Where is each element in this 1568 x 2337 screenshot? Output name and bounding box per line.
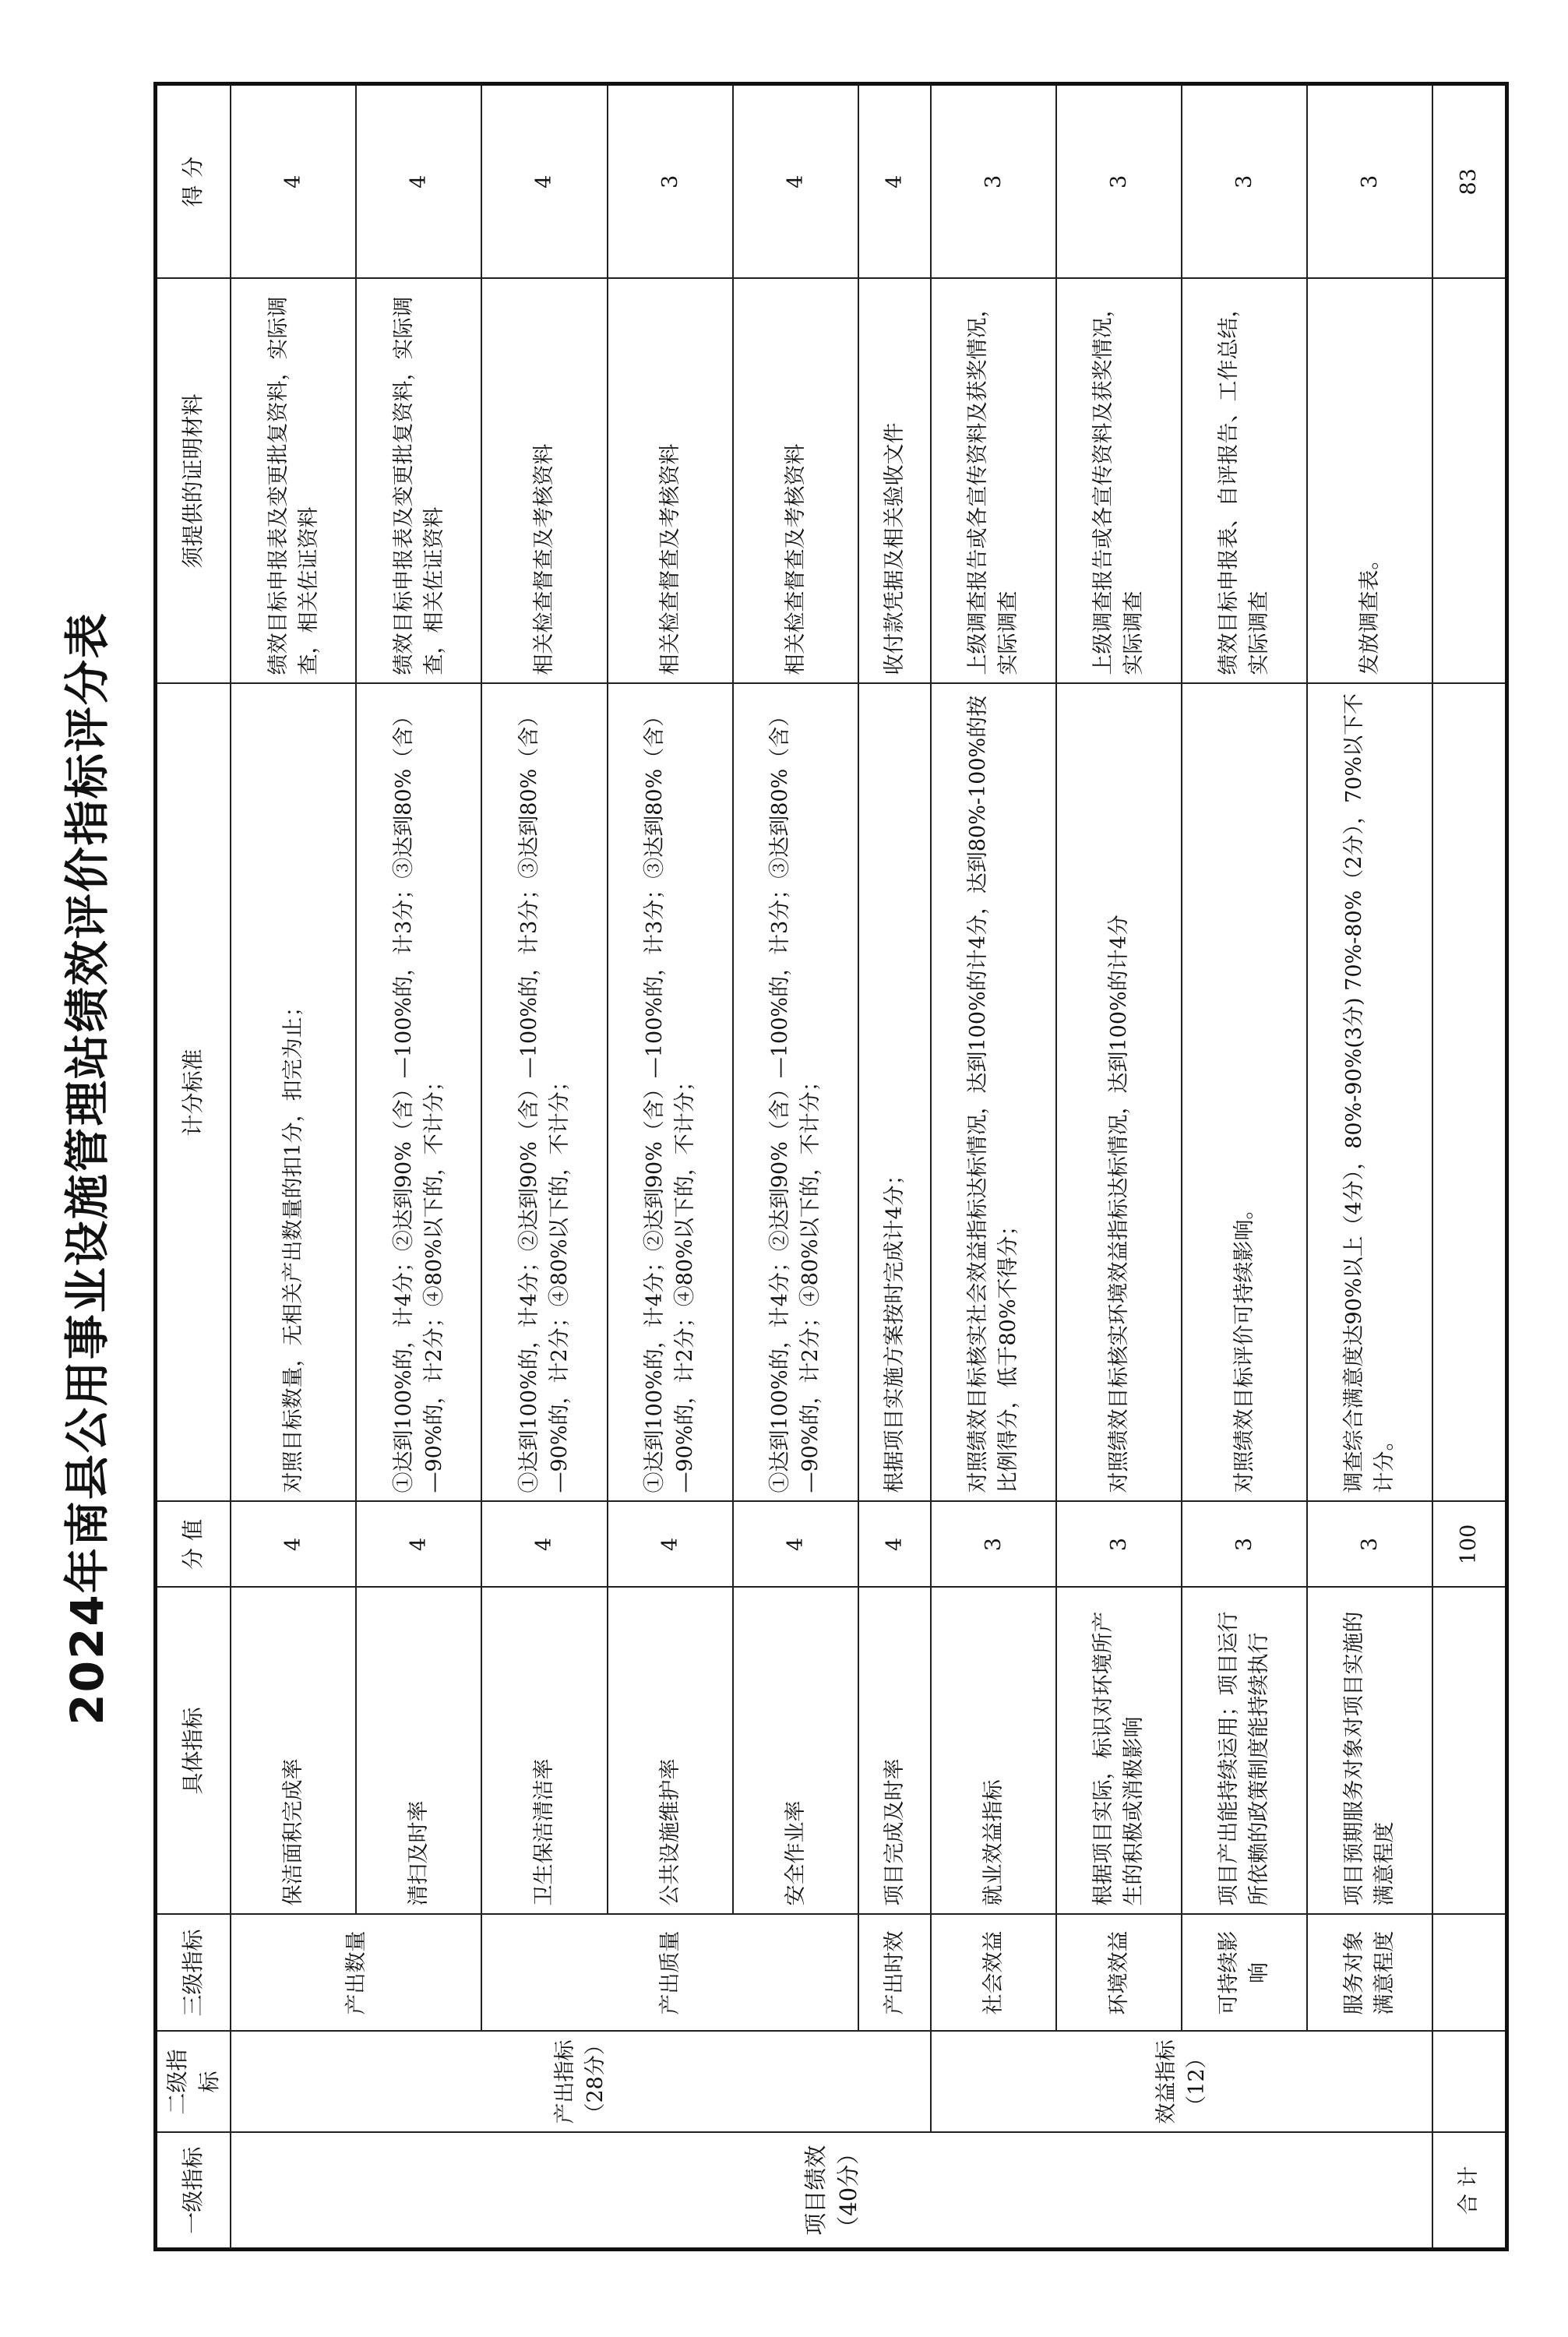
level1-cell: 项目绩效（40分） bbox=[231, 2133, 1432, 2250]
total-row bbox=[1432, 84, 1506, 2250]
specific-cell: 就业效益指标 bbox=[930, 1588, 1055, 1915]
criteria-cell: 对照目标数量，无相关产出数量的扣1分，扣完为止； bbox=[231, 684, 356, 1502]
weight-cell: 3 bbox=[1055, 1502, 1181, 1588]
empty-cell bbox=[1432, 2032, 1506, 2133]
criteria-cell: 对照绩效目标核实环境效益指标达标情况，达到100%的计4分 bbox=[1055, 684, 1181, 1502]
header-row bbox=[155, 84, 231, 2250]
evidence-cell: 相关检查督查及考核资料 bbox=[732, 279, 858, 684]
specific-cell: 项目预期服务对象对项目实施的满意程度 bbox=[1306, 1588, 1432, 1915]
header-level3: 三级指标 bbox=[155, 1915, 231, 2032]
level3-satisfaction-cell: 服务对象满意程度 bbox=[1306, 1915, 1432, 2032]
level3-environment-cell: 环境效益 bbox=[1055, 1915, 1181, 2032]
group-output-cell: 产出指标（28分） bbox=[231, 2032, 930, 2133]
header-level2: 二级指标 bbox=[155, 2032, 231, 2133]
specific-cell: 保洁面积完成率 bbox=[231, 1588, 356, 1915]
weight-cell: 3 bbox=[1181, 1502, 1306, 1588]
document-title: 2024年南县公用事业设施管理站绩效评价指标评分表 bbox=[60, 612, 114, 1725]
score-cell: 4 bbox=[231, 84, 356, 279]
criteria-cell: 根据项目实施方案按时完成计4分； bbox=[858, 684, 930, 1502]
evidence-cell: 绩效目标申报表、自评报告、工作总结，实际调查 bbox=[1181, 279, 1306, 684]
empty-cell bbox=[1432, 684, 1506, 1502]
score-cell: 3 bbox=[1055, 84, 1181, 279]
specific-cell: 安全作业率 bbox=[732, 1588, 858, 1915]
total-label-cell: 合 计 bbox=[1432, 2133, 1506, 2250]
table-row bbox=[930, 84, 1055, 2250]
evidence-cell: 发放调查表。 bbox=[1306, 279, 1432, 684]
specific-cell: 卫生保洁清洁率 bbox=[481, 1588, 607, 1915]
score-cell: 4 bbox=[732, 84, 858, 279]
evidence-cell: 绩效目标申报表及变更批复资料，实际调查，相关佐证资料 bbox=[356, 279, 481, 684]
weight-cell: 4 bbox=[231, 1502, 356, 1588]
weight-cell: 4 bbox=[607, 1502, 732, 1588]
table-row bbox=[858, 84, 930, 2250]
level3-sustainable-cell: 可持续影响 bbox=[1181, 1915, 1306, 2032]
score-cell: 3 bbox=[1306, 84, 1432, 279]
criteria-cell: ①达到100%的，计4分；②达到90%（含）—100%的，计3分；③达到80%（含）—90%的，计2分；④80%以下的，不计分； bbox=[732, 684, 858, 1502]
empty-cell bbox=[1432, 1588, 1506, 1915]
score-cell: 3 bbox=[607, 84, 732, 279]
specific-cell: 项目完成及时率 bbox=[858, 1588, 930, 1915]
header-score: 得 分 bbox=[155, 84, 231, 279]
evidence-cell: 相关检查督查及考核资料 bbox=[481, 279, 607, 684]
criteria-cell: ①达到100%的，计4分；②达到90%（含）—100%的，计3分；③达到80%（含）—90%的，计2分；④80%以下的，不计分； bbox=[356, 684, 481, 1502]
weight-cell: 4 bbox=[356, 1502, 481, 1588]
header-level1: 一级指标 bbox=[155, 2133, 231, 2250]
level3-timeliness-cell: 产出时效 bbox=[858, 1915, 930, 2032]
score-table bbox=[153, 82, 1509, 2251]
specific-cell: 清扫及时率 bbox=[356, 1588, 481, 1915]
evidence-cell: 收付款凭据及相关验收文件 bbox=[858, 279, 930, 684]
specific-cell: 根据项目实际，标识对环境所产生的积极或消极影响 bbox=[1055, 1588, 1181, 1915]
level3-quantity-cell: 产出数量 bbox=[231, 1915, 481, 2032]
criteria-cell: ①达到100%的，计4分；②达到90%（含）—100%的，计3分；③达到80%（含）—90%的，计2分；④80%以下的，不计分； bbox=[481, 684, 607, 1502]
table-row bbox=[1306, 84, 1432, 2250]
total-score-cell: 83 bbox=[1432, 84, 1506, 279]
weight-cell: 3 bbox=[1306, 1502, 1432, 1588]
evidence-cell: 相关检查督查及考核资料 bbox=[607, 279, 732, 684]
table-row bbox=[231, 84, 356, 2250]
criteria-cell: 对照绩效目标核实社会效益指标达标情况，达到100%的计4分，达到80%-100%的按比例得分，低于80%不得分； bbox=[930, 684, 1055, 1502]
header-criteria: 计分标准 bbox=[155, 684, 231, 1502]
empty-cell bbox=[1432, 1915, 1506, 2032]
weight-cell: 4 bbox=[481, 1502, 607, 1588]
total-weight-cell: 100 bbox=[1432, 1502, 1506, 1588]
evidence-cell: 绩效目标申报表及变更批复资料，实际调查，相关佐证资料 bbox=[231, 279, 356, 684]
criteria-cell: 对照绩效目标评价可持续影响。 bbox=[1181, 684, 1306, 1502]
weight-cell: 3 bbox=[930, 1502, 1055, 1588]
empty-cell bbox=[1432, 279, 1506, 684]
evidence-cell: 上级调查报告或各宣传资料及获奖情况，实际调查 bbox=[1055, 279, 1181, 684]
evidence-cell: 上级调查报告或各宣传资料及获奖情况，实际调查 bbox=[930, 279, 1055, 684]
weight-cell: 4 bbox=[732, 1502, 858, 1588]
table-row bbox=[1055, 84, 1181, 2250]
score-cell: 4 bbox=[858, 84, 930, 279]
specific-cell: 公共设施维护率 bbox=[607, 1588, 732, 1915]
score-cell: 4 bbox=[481, 84, 607, 279]
criteria-cell: ①达到100%的，计4分；②达到90%（含）—100%的，计3分；③达到80%（含）—90%的，计2分；④80%以下的，不计分； bbox=[607, 684, 732, 1502]
rotated-document-page bbox=[44, 70, 1524, 2267]
header-specific: 具体指标 bbox=[155, 1588, 231, 1915]
specific-cell: 项目产出能持续运用；项目运行所依赖的政策制度能持续执行 bbox=[1181, 1588, 1306, 1915]
level3-quality-cell: 产出质量 bbox=[481, 1915, 858, 2032]
table-row bbox=[1181, 84, 1306, 2250]
header-weight: 分 值 bbox=[155, 1502, 231, 1588]
score-cell: 3 bbox=[1181, 84, 1306, 279]
score-cell: 4 bbox=[356, 84, 481, 279]
weight-cell: 4 bbox=[858, 1502, 930, 1588]
table-row bbox=[481, 84, 607, 2250]
level3-social-cell: 社会效益 bbox=[930, 1915, 1055, 2032]
group-benefit-cell: 效益指标（12） bbox=[930, 2032, 1432, 2133]
header-evidence: 须提供的证明材料 bbox=[155, 279, 231, 684]
criteria-cell: 调查综合满意度达90%以上（4分），80%-90%(3分) 70%-80%（2分），70%以下不计分。 bbox=[1306, 684, 1432, 1502]
score-cell: 3 bbox=[930, 84, 1055, 279]
